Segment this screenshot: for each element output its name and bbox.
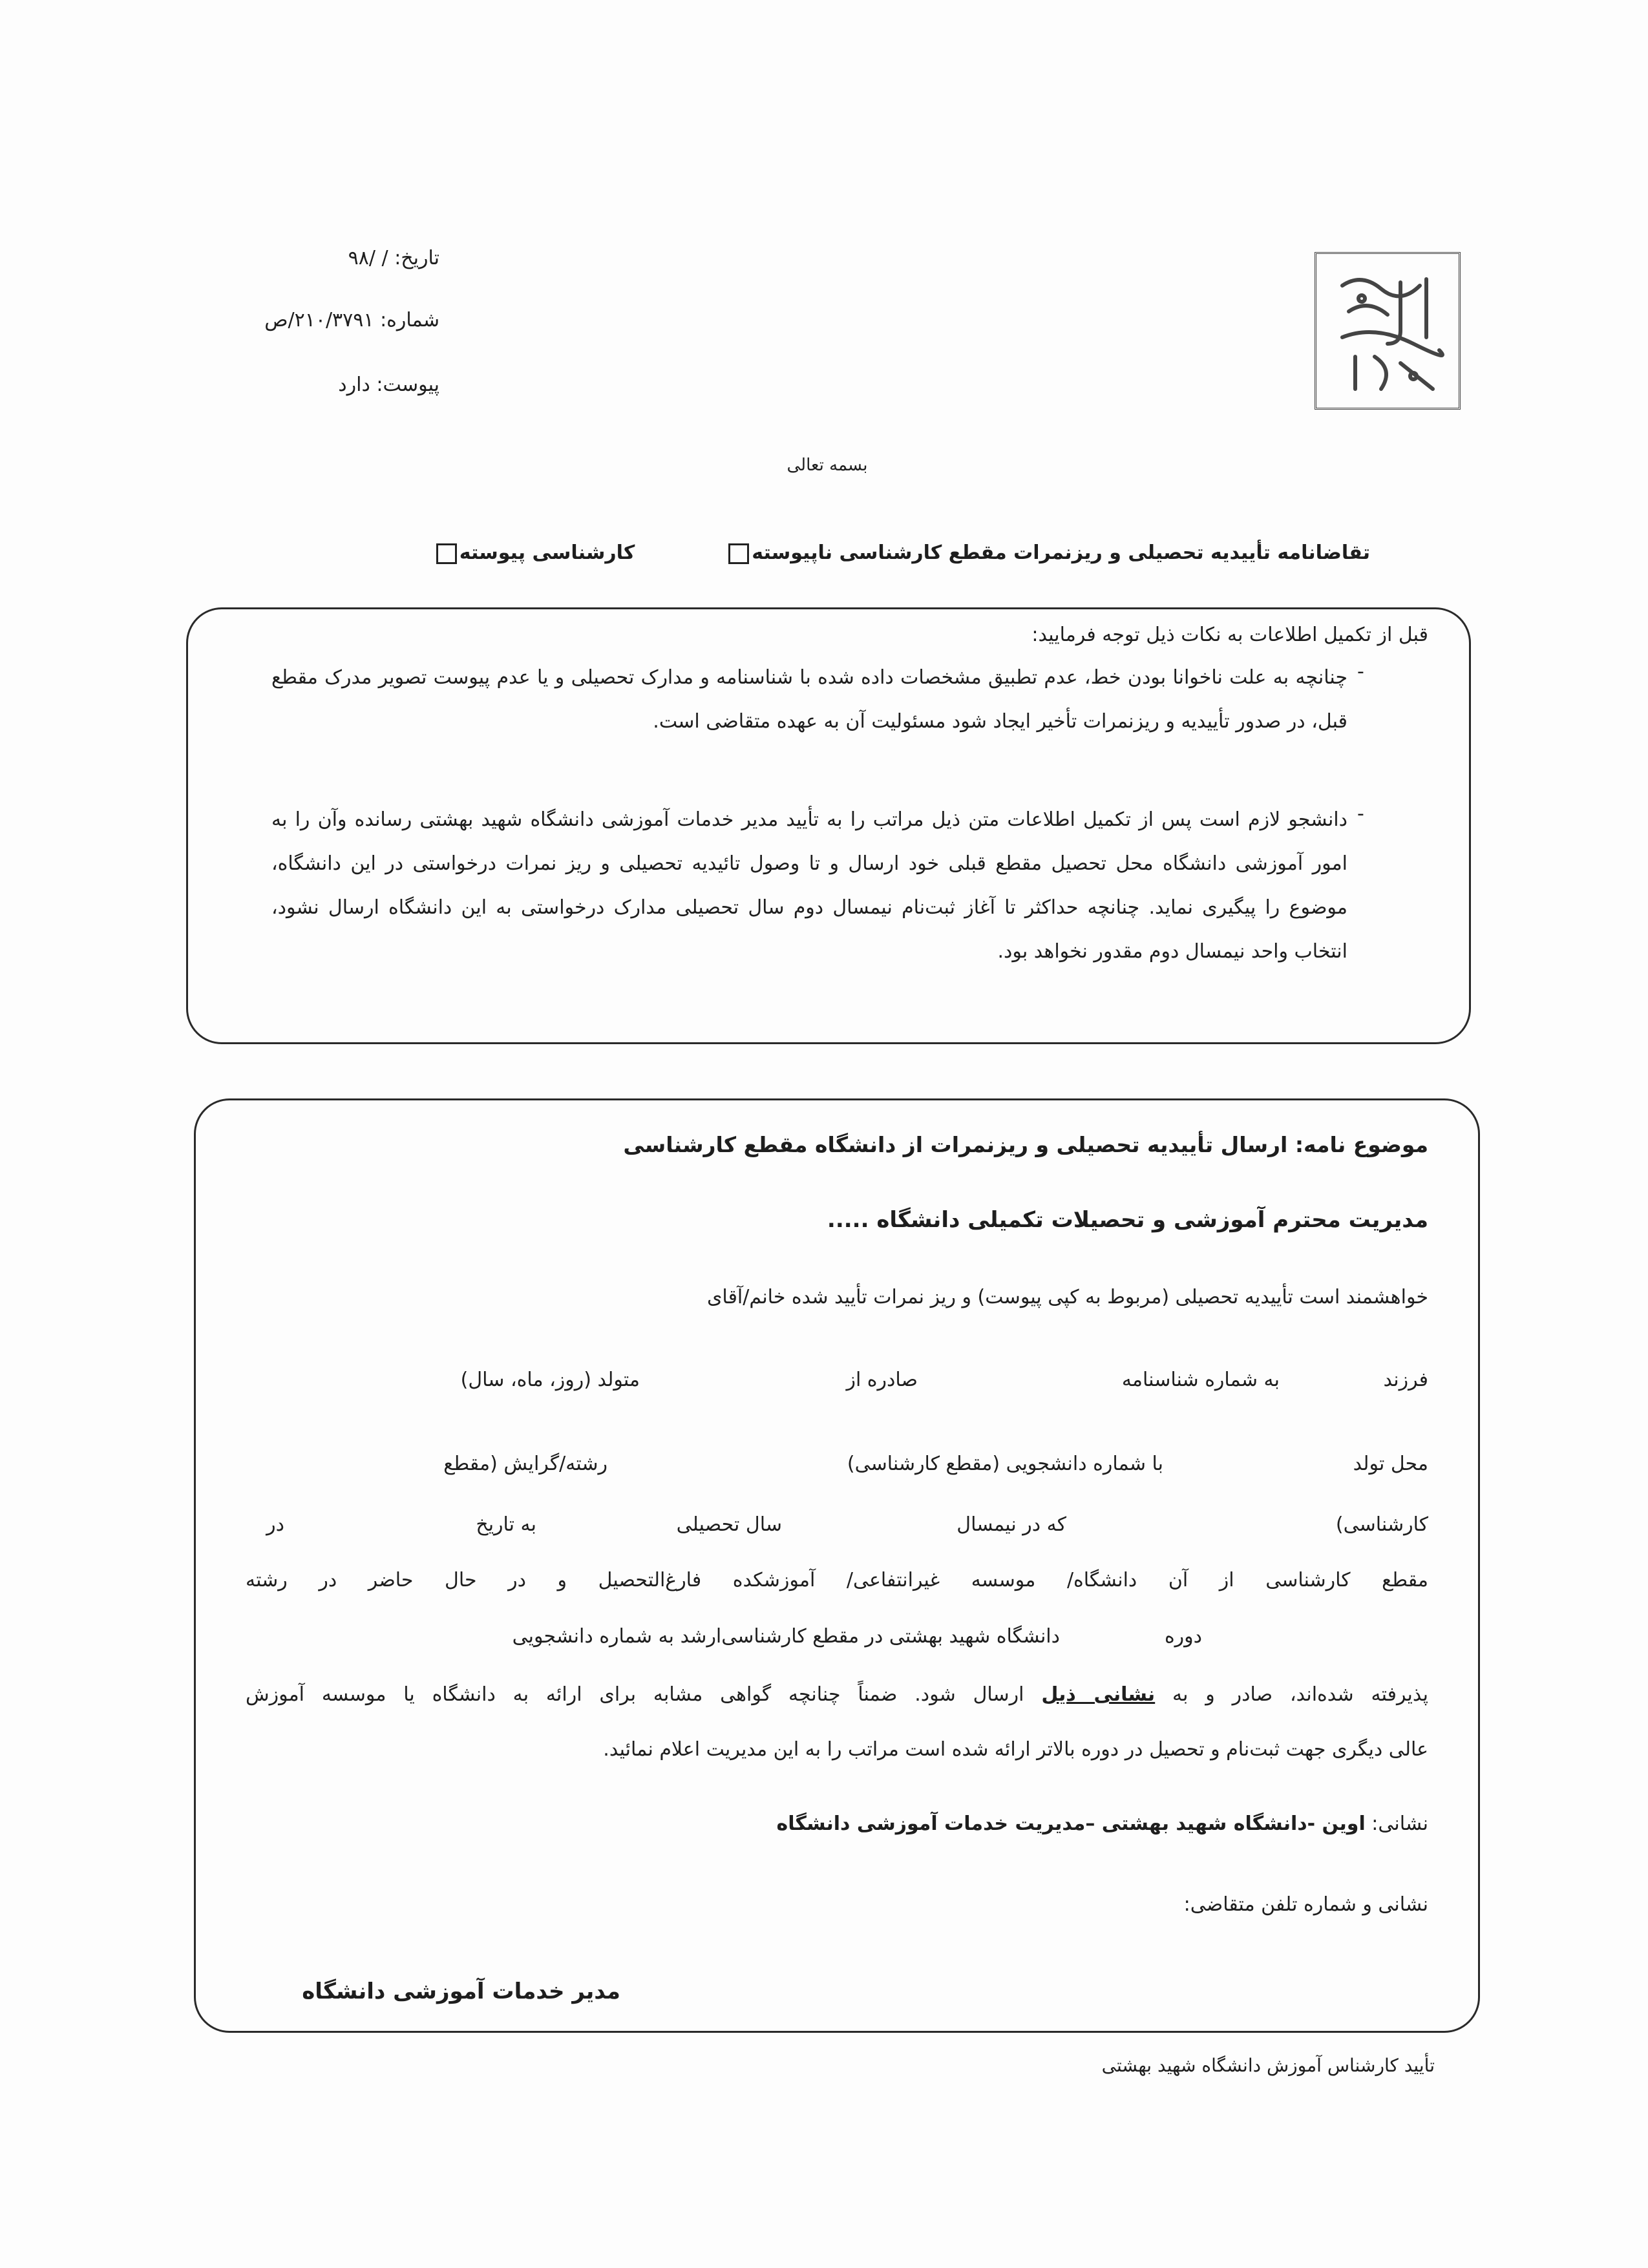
letter-line-5: مقطع کارشناسی از آن دانشگاه/ موسسه غیرانتفاعی/ آموزشکده فارغ‌التحصیل و در حال حاضر در رشته	[246, 1569, 1428, 1591]
date-label: تاریخ:	[394, 247, 439, 269]
child-of-label: فرزند	[1383, 1369, 1428, 1391]
title-main: تقاضانامه تأییدیه تحصیلی و ریزنمرات مقطع کارشناسی ناپیوسته	[752, 541, 1370, 564]
course-label: دوره	[1164, 1625, 1202, 1648]
letter-subject: موضوع نامه: ارسال تأییدیه تحصیلی و ریزنمرات از دانشگاه مقطع کارشناسی	[623, 1132, 1428, 1157]
title-option2: کارشناسی پیوسته	[459, 541, 635, 564]
discontinuous-checkbox[interactable]	[728, 543, 749, 564]
dash-bullet: -	[1357, 803, 1364, 825]
calligraphy-seal-icon	[1323, 260, 1452, 402]
number-value: ۲۱۰/۳۷۹۱/ص	[264, 309, 374, 331]
letter-addressee: مدیریت محترم آموزشی و تحصیلات تکمیلی دانشگاه .....	[827, 1207, 1428, 1233]
id-number-label: به شماره شناسنامه	[1121, 1369, 1280, 1391]
in-label: در	[266, 1513, 284, 1536]
signature-title: مدیر خدمات آموزشی دانشگاه	[302, 1979, 620, 2004]
address-row	[246, 1812, 1428, 1835]
address-value: اوین -دانشگاه شهید بهشتی –مدیریت خدمات آموزشی دانشگاه	[776, 1812, 1366, 1835]
address-below-emphasis: نشانی ذیل	[1041, 1683, 1156, 1706]
letter-line-7	[246, 1683, 1428, 1706]
graduation-date-label: به تاریخ	[476, 1513, 536, 1536]
continuous-checkbox[interactable]	[436, 543, 457, 564]
university-logo	[1315, 252, 1461, 410]
major-label: رشته/گرایش (مقطع	[443, 1453, 607, 1475]
letter-line-1: خواهشمند است تأییدیه تحصیلی (مربوط به کپی پیوست) و ریز نمرات تأیید شده خانم/آقای	[706, 1286, 1428, 1308]
semester-label: که در نیمسال	[956, 1513, 1066, 1536]
dash-bullet: -	[1357, 660, 1364, 683]
letter-line-8: عالی دیگری جهت ثبت‌نام و تحصیل در دوره بالاتر ارائه شده است مراتب را به این مدیریت اعلام نمائید.	[603, 1738, 1428, 1761]
note-item-1: چنانچه به علت ناخوانا بودن خط، عدم تطبیق مشخصات داده شده با شناسنامه و مدارک تحصیلی و یا عدم پیوست تصویر مدرک مقطع قبل، در صدور تأییدیه و ریزنمرات تأخیر ایجاد شود مسئولیت آن به عهده متقاضی است.	[271, 666, 1347, 733]
notes-intro: قبل از تکمیل اطلاعات به نکات ذیل توجه فرمایید:	[1031, 624, 1428, 646]
number-label: شماره:	[380, 309, 439, 331]
number-row	[207, 309, 439, 331]
student-number-label: با شماره دانشجویی (مقطع کارشناسی)	[847, 1453, 1163, 1475]
attachment-row	[284, 373, 439, 396]
address-label: نشانی:	[1371, 1812, 1428, 1835]
applicant-contact-label: نشانی و شماره تلفن متقاضی:	[1183, 1893, 1428, 1916]
academic-year-label: سال تحصیلی	[676, 1513, 782, 1536]
bachelor-label: کارشناسی)	[1335, 1513, 1428, 1536]
birth-date-label: متولد (روز، ماه، سال)	[460, 1369, 640, 1391]
date-row	[220, 247, 439, 269]
masters-student-label: دانشگاه شهید بهشتی در مقطع کارشناسی‌ارشد به شماره دانشجویی	[512, 1625, 1060, 1648]
l7-pre: پذیرفته شده‌اند، صادر و به	[1172, 1683, 1428, 1706]
birthplace-label: محل تولد	[1353, 1453, 1428, 1475]
l7-post: ارسال شود. ضمناً چنانچه گواهی مشابه برای ارائه به دانشگاه یا موسسه آموزش	[246, 1683, 1024, 1706]
footer-verification: تأیید کارشناس آموزش دانشگاه شهید بهشتی	[1101, 2055, 1435, 2076]
attachment-label: پیوست:	[376, 373, 439, 396]
note-item-2: دانشجو لازم است پس از تکمیل اطلاعات متن ذیل مراتب را به تأیید مدیر خدمات آموزشی دانشگاه شهید بهشتی رسانده وآن را به امور آموزشی دانشگاه محل تحصیل مقطع قبلی خود ارسال و تا وصول تائیدیه تحصیلی و ریز نمرات درخواستی در این دانشگاه، موضوع را پیگیری نماید. چنانچه حداکثر تا آغاز ثبت‌نام نیمسال دوم سال تحصیلی مدارک درخواستی به این دانشگاه ارسال نشود، انتخاب واحد نیمسال دوم مقدور نخواهد بود.	[271, 808, 1347, 963]
date-value: / /۹۸	[348, 247, 388, 269]
form-title	[310, 541, 1370, 564]
issued-from-label: صادره از	[846, 1369, 918, 1391]
attachment-value: دارد	[338, 373, 370, 396]
basmala: بسمه تعالی	[787, 456, 868, 475]
